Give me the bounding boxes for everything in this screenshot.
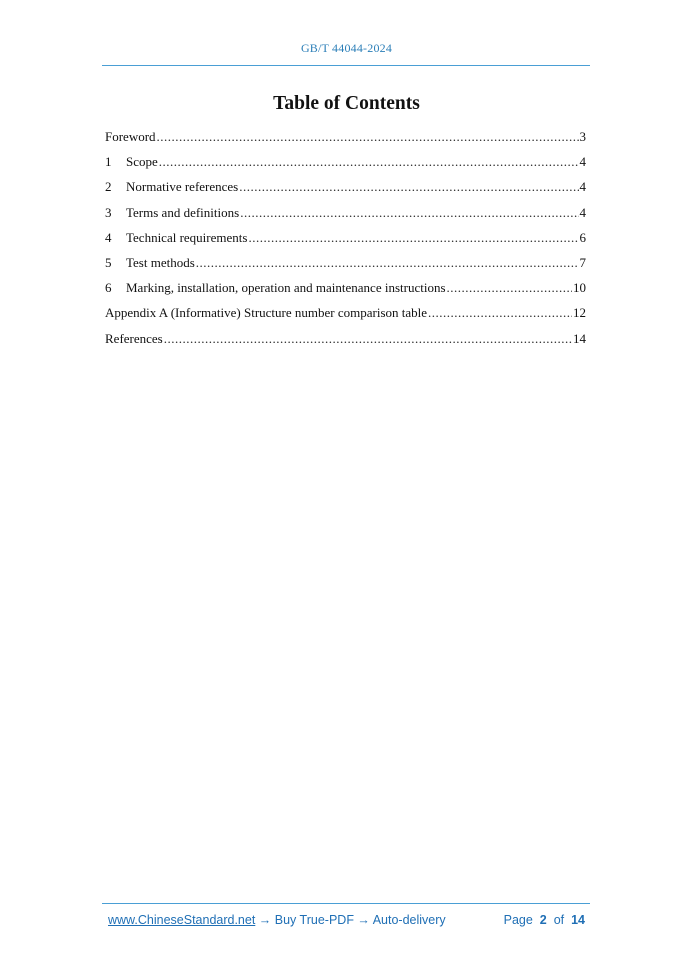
- toc-entry-appendix-a[interactable]: [105, 305, 586, 330]
- page-header-code: GB/T 44044-2024: [300, 41, 393, 55]
- toc-entry-scope[interactable]: [105, 154, 586, 179]
- of-word: of: [553, 913, 565, 927]
- footer-divider: [102, 903, 590, 904]
- toc-entry-number: 5: [105, 254, 112, 270]
- page-footer: [108, 913, 588, 931]
- toc-entry-page: 4: [579, 154, 586, 170]
- toc-leader-dots: [248, 230, 578, 246]
- toc-entry-text: Foreword: [105, 129, 156, 144]
- toc-leader-dots: [164, 331, 572, 347]
- arrow-icon: →: [255, 913, 275, 927]
- toc-entry-number: 6: [105, 280, 112, 296]
- toc-leader-dots: [159, 154, 579, 170]
- header-divider: [102, 65, 590, 66]
- toc-entry-text: Test methods: [126, 254, 195, 270]
- page-indicator: [504, 913, 585, 927]
- toc-entry-text: Marking, installation, operation and maintenance instructions: [126, 280, 446, 296]
- toc-entry-terms-definitions[interactable]: [105, 205, 586, 230]
- buy-pdf-text: Buy True-PDF: [274, 913, 354, 927]
- footer-links: [108, 913, 446, 927]
- toc-entry-text: Terms and definitions: [126, 204, 240, 220]
- toc-entry-page: 12: [573, 305, 586, 321]
- toc-entry-page: 10: [573, 280, 586, 296]
- toc-leader-dots: [157, 129, 579, 145]
- toc-entry-page: 3: [579, 129, 586, 144]
- toc-entry-marking-installation[interactable]: [105, 280, 586, 305]
- current-page-number: 2: [539, 913, 547, 927]
- toc-entry-page: 7: [579, 254, 586, 270]
- toc-entry-number: 3: [105, 204, 112, 220]
- auto-delivery-text: Auto-delivery: [372, 913, 446, 927]
- toc-entry-page: 14: [573, 330, 586, 346]
- toc-entry-text: Appendix A (Informative) Structure number comparison table: [105, 305, 428, 321]
- toc-entry-text: References: [105, 330, 163, 346]
- toc-entry-technical-requirements[interactable]: [105, 230, 586, 255]
- toc-entry-number: 1: [105, 154, 112, 170]
- toc-leader-dots: [447, 280, 572, 296]
- toc-entry-number: 2: [105, 179, 112, 195]
- toc-entry-foreword[interactable]: [105, 129, 586, 154]
- arrow-icon: →: [353, 913, 373, 927]
- toc-entry-references[interactable]: [105, 331, 586, 356]
- toc-entry-page: 4: [579, 204, 586, 220]
- toc-entry-text: Normative references: [126, 179, 239, 195]
- toc-leader-dots: [428, 305, 572, 321]
- toc-list: [105, 129, 586, 356]
- toc-entry-page: 4: [579, 179, 586, 195]
- toc-leader-dots: [239, 179, 578, 195]
- toc-title: Table of Contents: [273, 93, 420, 114]
- toc-entry-page: 6: [579, 229, 586, 245]
- toc-entry-test-methods[interactable]: [105, 255, 586, 280]
- total-pages-number: 14: [571, 913, 585, 927]
- site-link[interactable]: www.ChineseStandard.net: [108, 913, 256, 927]
- toc-entry-number: 4: [105, 229, 112, 245]
- toc-entry-text: Technical requirements: [126, 229, 248, 245]
- toc-leader-dots: [196, 255, 579, 271]
- toc-entry-text: Scope: [126, 154, 158, 170]
- toc-entry-normative-references[interactable]: [105, 179, 586, 204]
- page-word: Page: [503, 913, 533, 927]
- toc-leader-dots: [240, 205, 578, 221]
